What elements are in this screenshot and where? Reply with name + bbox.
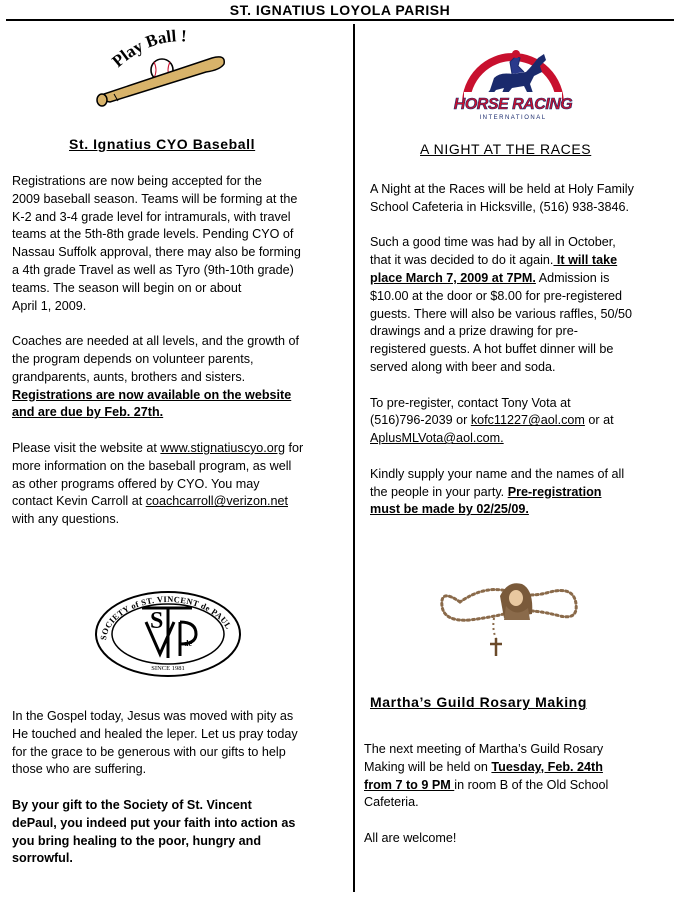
preregistration-deadline: must be made by 02/25/09. [370, 502, 529, 517]
marthas-paragraph-2: All are welcome! [364, 830, 457, 845]
meeting-date: Tuesday, Feb. 24th [491, 759, 603, 774]
baseball-body [12, 173, 352, 529]
races-paragraph-1: A Night at the Races will be held at Holy Family School Cafeteria in Hicksville, (516) 938-3846. [370, 182, 634, 214]
horse-racing-logo-subtext: INTERNATIONAL [479, 115, 547, 121]
svdp-paragraph-2: By your gift to the Society of St. Vincent dePaul, you indeed put your faith into action as you bring healing to the poor, hungry and sorrowful. [12, 797, 296, 866]
column-divider [353, 24, 355, 892]
play-ball-text: Play Ball ! [108, 28, 188, 71]
svdp-paragraph-1: In the Gospel today, Jesus was moved with pity as He touched and healed the leper. Let us pray today for the grace to be generous with our gifts to help those who are suffering. [12, 709, 298, 777]
parish-title: ST. IGNATIUS LOYOLA PARISH [229, 2, 451, 18]
baseball-paragraph-1: Registrations are now being accepted for the 2009 baseball season. Teams will be forming at the K-2 and 3-4 grade level for intramurals, with travel teams at the 5th-8th grade levels. Pending CYO of Nassau Suffolk approval, there may also be forming a 4th grade Travel as well as Tyro (9th-10th grade) teams. The season will begin on or about April 1, 2009. [12, 174, 301, 313]
races-heading: A NIGHT AT THE RACES [420, 141, 592, 157]
page-header [0, 0, 680, 20]
rosary-illustration [430, 572, 586, 662]
marthas-body [364, 741, 676, 848]
cross-icon [490, 638, 502, 656]
coach-email-link[interactable]: coachcarroll@verizon.net [145, 494, 288, 509]
registration-notice: Registrations are now available on the website [12, 387, 292, 402]
aplus-email-link[interactable]: AplusMLVota@aol.com. [370, 431, 504, 446]
svdp-seal [88, 588, 248, 678]
header-rule [6, 19, 674, 21]
seal-de-text: de [184, 639, 192, 648]
mary-figure-icon [500, 583, 532, 620]
races-paragraph-3: To pre-register, contact Tony Vota at (516)796-2039 or kofc11227@aol.com or at AplusMLVota@aol.com. [370, 395, 614, 446]
horse-racing-logo [453, 32, 573, 124]
svg-text:Play Ball ! [108, 28, 187, 71]
races-body [370, 181, 680, 519]
cyo-website-link[interactable]: www.stignatiuscyo.org [160, 440, 285, 455]
event-date: place March 7, 2009 at 7PM. [370, 270, 536, 285]
kofc-email-link[interactable]: kofc11227@aol.com [470, 413, 585, 428]
baseball-paragraph-2: Coaches are needed at all levels, and the growth of the program depends on volunteer parents, grandparents, aunts, brothers and sisters. Registrations are now available on the website and are due by Feb. 27th. [12, 334, 300, 420]
marthas-paragraph-1: The next meeting of Martha’s Guild Rosary Making will be held on Tuesday, Feb. 24th from 7 to 9 PM in room B of the Old School Cafeteria. [364, 742, 609, 810]
svdp-body [12, 708, 352, 868]
meeting-time: from 7 to 9 PM [364, 777, 455, 792]
horse-racing-logo-text: HORSE RACING [453, 96, 573, 113]
seal-since-text: SINCE 1981 [151, 665, 185, 672]
baseball-heading: St. Ignatius CYO Baseball [69, 136, 256, 152]
play-ball-logo [94, 28, 236, 110]
marthas-guild-heading: Martha’s Guild Rosary Making [370, 694, 587, 710]
baseball-paragraph-3: Please visit the website at www.stignatiuscyo.org for more information on the baseball program, as well as other programs offered by CYO. You may contact Kevin Carroll at coachcarroll@verizon.net with any questions. [12, 440, 304, 527]
registration-due-date: and are due by Feb. 27th. [12, 405, 164, 420]
races-paragraph-4: Kindly supply your name and the names of all the people in your party. Pre-registration must be made by 02/25/09. [370, 466, 625, 517]
seal-ring-text: SOCIETY of ST. VINCENT de PAUL [99, 594, 234, 641]
races-paragraph-2: Such a good time was had by all in October, that it was decided to do it again. It will take place March 7, 2009 at 7PM. Admission is $10.00 at the door or $8.00 for pre-registered guests. There will also be various raffles, 50/50 drawings and a prize drawing for pre- registered guests. A hot buffet dinner will be served along with beer and soda. [370, 235, 633, 374]
svg-text:S: S [150, 608, 164, 634]
